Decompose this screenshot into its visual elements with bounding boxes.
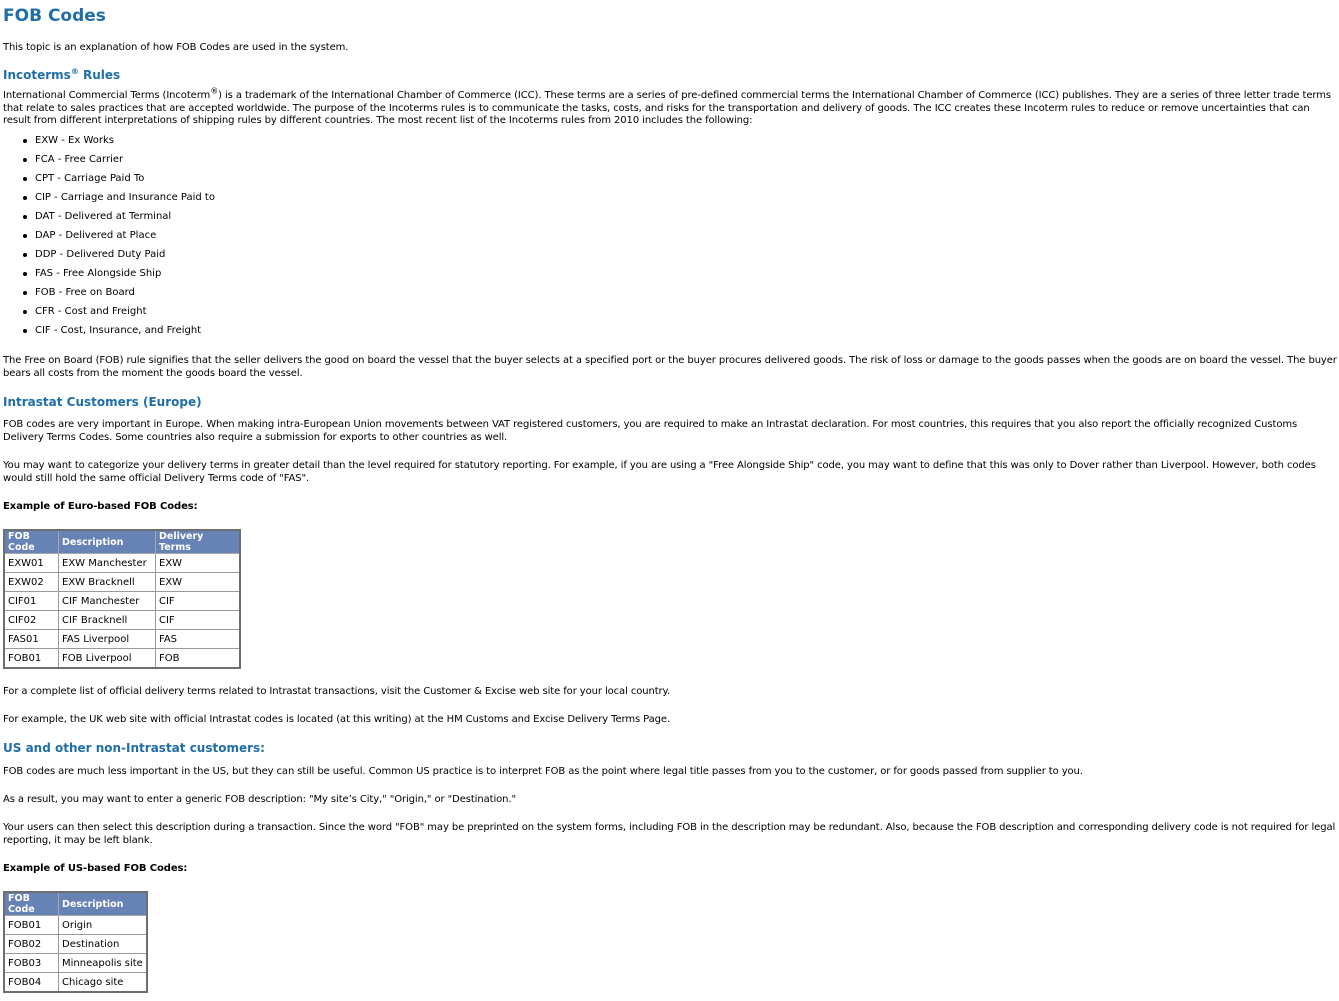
column-header: FOB Code: [4, 892, 59, 916]
table-cell: FOB Liverpool: [59, 649, 156, 669]
list-item: CIP - Carriage and Insurance Paid to: [35, 188, 215, 207]
table-header-row: [4, 892, 147, 916]
list-item: CIF - Cost, Insurance, and Freight: [35, 321, 215, 340]
intrastat-paragraph-1: FOB codes are very important in Europe. When making intra-European Union movements between VAT registered customers, you are required to make an Intrastat declaration. For most countries, this requires that you also report the officially recognized Customs Delivery Terms Codes. Some countries also require a submission for exports to other countries as well.: [3, 419, 1298, 443]
euro-fob-table: [3, 529, 241, 669]
registered-mark-inline: ®: [210, 86, 219, 96]
column-header: Description: [59, 530, 156, 554]
table-row: [4, 649, 240, 669]
intrastat-paragraph-2: You may want to categorize your delivery terms in greater detail than the level required for statutory reporting. For example, if you are using a "Free Alongside Ship" code, you may want to define that this was only to Dover rather than Liverpool. However, both codes would still hold the same official Delivery Terms code of "FAS".: [3, 460, 1316, 484]
table-cell: Origin: [59, 916, 148, 935]
list-item: FOB - Free on Board: [35, 283, 215, 302]
table-cell: CIF01: [4, 592, 59, 611]
fob-rule-paragraph: The Free on Board (FOB) rule signifies that the seller delivers the good on board the vessel that the buyer selects at a specified port or the buyer procures delivered goods. The risk of loss or damage to the goods passes when the goods are on board the vessel. The buyer bears all costs from the moment the goods board the vessel.: [3, 355, 1337, 379]
table-cell: EXW: [156, 554, 241, 573]
incoterms-heading-text: Incoterms: [3, 68, 71, 82]
table-row: [4, 592, 240, 611]
euro-example-label: Example of Euro-based FOB Codes:: [3, 501, 198, 512]
incoterms-para-start: International Commercial Terms (Incoterm: [3, 90, 211, 101]
table-row: [4, 954, 147, 973]
list-item: DAP - Delivered at Place: [35, 226, 215, 245]
list-item: FAS - Free Alongside Ship: [35, 264, 215, 283]
intrastat-paragraph-3: For a complete list of official delivery terms related to Intrastat transactions, visit the Customer & Excise web site for your local country.: [3, 686, 671, 697]
table-row: [4, 554, 240, 573]
table-cell: CIF Manchester: [59, 592, 156, 611]
incoterms-para-rest: ) is a trademark of the International Chamber of Commerce (ICC). These terms are a series of pre-defined commercial terms the International Chamber of Commerce (ICC) publishes. They are a series of three letter trade terms that relate to sales practices that are accepted worldwide. The purpose of the Incoterms rules is to communicate the tasks, costs, and risks for the transportation and delivery of goods. The ICC creates these Incoterm rules to reduce or remove uncertainties that can result from different interpretations of shipping rules by different countries. The most recent list of the Incoterms rules from 2010 includes the following:: [3, 90, 1332, 126]
table-cell: EXW02: [4, 573, 59, 592]
list-item: CPT - Carriage Paid To: [35, 169, 215, 188]
table-row: [4, 573, 240, 592]
table-cell: EXW: [156, 573, 241, 592]
table-cell: CIF: [156, 592, 241, 611]
table-cell: FOB02: [4, 935, 59, 954]
intrastat-heading: Intrastat Customers (Europe): [3, 395, 202, 409]
incoterms-list: [3, 131, 215, 340]
table-cell: FOB04: [4, 973, 59, 993]
list-item: EXW - Ex Works: [35, 131, 215, 150]
table-cell: FOB03: [4, 954, 59, 973]
table-cell: FOB01: [4, 916, 59, 935]
table-row: [4, 630, 240, 649]
table-header-row: [4, 530, 240, 554]
intro-paragraph: This topic is an explanation of how FOB Codes are used in the system.: [3, 42, 349, 53]
incoterms-heading-suffix: Rules: [78, 68, 121, 82]
table-cell: EXW01: [4, 554, 59, 573]
column-header: FOB Code: [4, 530, 59, 554]
us-paragraph-3: Your users can then select this description during a transaction. Since the word "FOB" may be preprinted on the system forms, including FOB in the description may be redundant. Also, because the FOB description and corresponding delivery code is not required for legal reporting, it may be left blank.: [3, 822, 1336, 846]
us-heading: US and other non-Intrastat customers:: [3, 741, 265, 755]
table-cell: Chicago site: [59, 973, 148, 993]
incoterms-paragraph: [3, 86, 1337, 128]
table-cell: CIF: [156, 611, 241, 630]
table-cell: FOB: [156, 649, 241, 669]
registered-mark: ®: [70, 67, 79, 76]
us-fob-table: [3, 891, 148, 993]
table-cell: EXW Manchester: [59, 554, 156, 573]
page-title: FOB Codes: [3, 6, 106, 26]
table-cell: FAS Liverpool: [59, 630, 156, 649]
table-row: [4, 916, 147, 935]
table-cell: Minneapolis site: [59, 954, 148, 973]
list-item: FCA - Free Carrier: [35, 150, 215, 169]
table-cell: CIF Bracknell: [59, 611, 156, 630]
table-cell: CIF02: [4, 611, 59, 630]
table-cell: EXW Bracknell: [59, 573, 156, 592]
column-header: Description: [59, 892, 148, 916]
table-cell: Destination: [59, 935, 148, 954]
column-header: Delivery Terms: [156, 530, 241, 554]
us-example-label: Example of US-based FOB Codes:: [3, 863, 188, 874]
table-row: [4, 973, 147, 993]
list-item: DDP - Delivered Duty Paid: [35, 245, 215, 264]
incoterms-heading: [3, 67, 120, 83]
us-paragraph-1: FOB codes are much less important in the US, but they can still be useful. Common US practice is to interpret FOB as the point where legal title passes from you to the customer, or for goods passed from supplier to you.: [3, 766, 1083, 777]
list-item: CFR - Cost and Freight: [35, 302, 215, 321]
table-row: [4, 935, 147, 954]
table-cell: FOB01: [4, 649, 59, 669]
us-paragraph-2: As a result, you may want to enter a generic FOB description: "My site’s City," "Origin," or "Destination.": [3, 794, 516, 805]
table-cell: FAS01: [4, 630, 59, 649]
list-item: DAT - Delivered at Terminal: [35, 207, 215, 226]
table-row: [4, 611, 240, 630]
table-cell: FAS: [156, 630, 241, 649]
intrastat-paragraph-4: For example, the UK web site with official Intrastat codes is located (at this writing) at the HM Customs and Excise Delivery Terms Page.: [3, 714, 671, 725]
